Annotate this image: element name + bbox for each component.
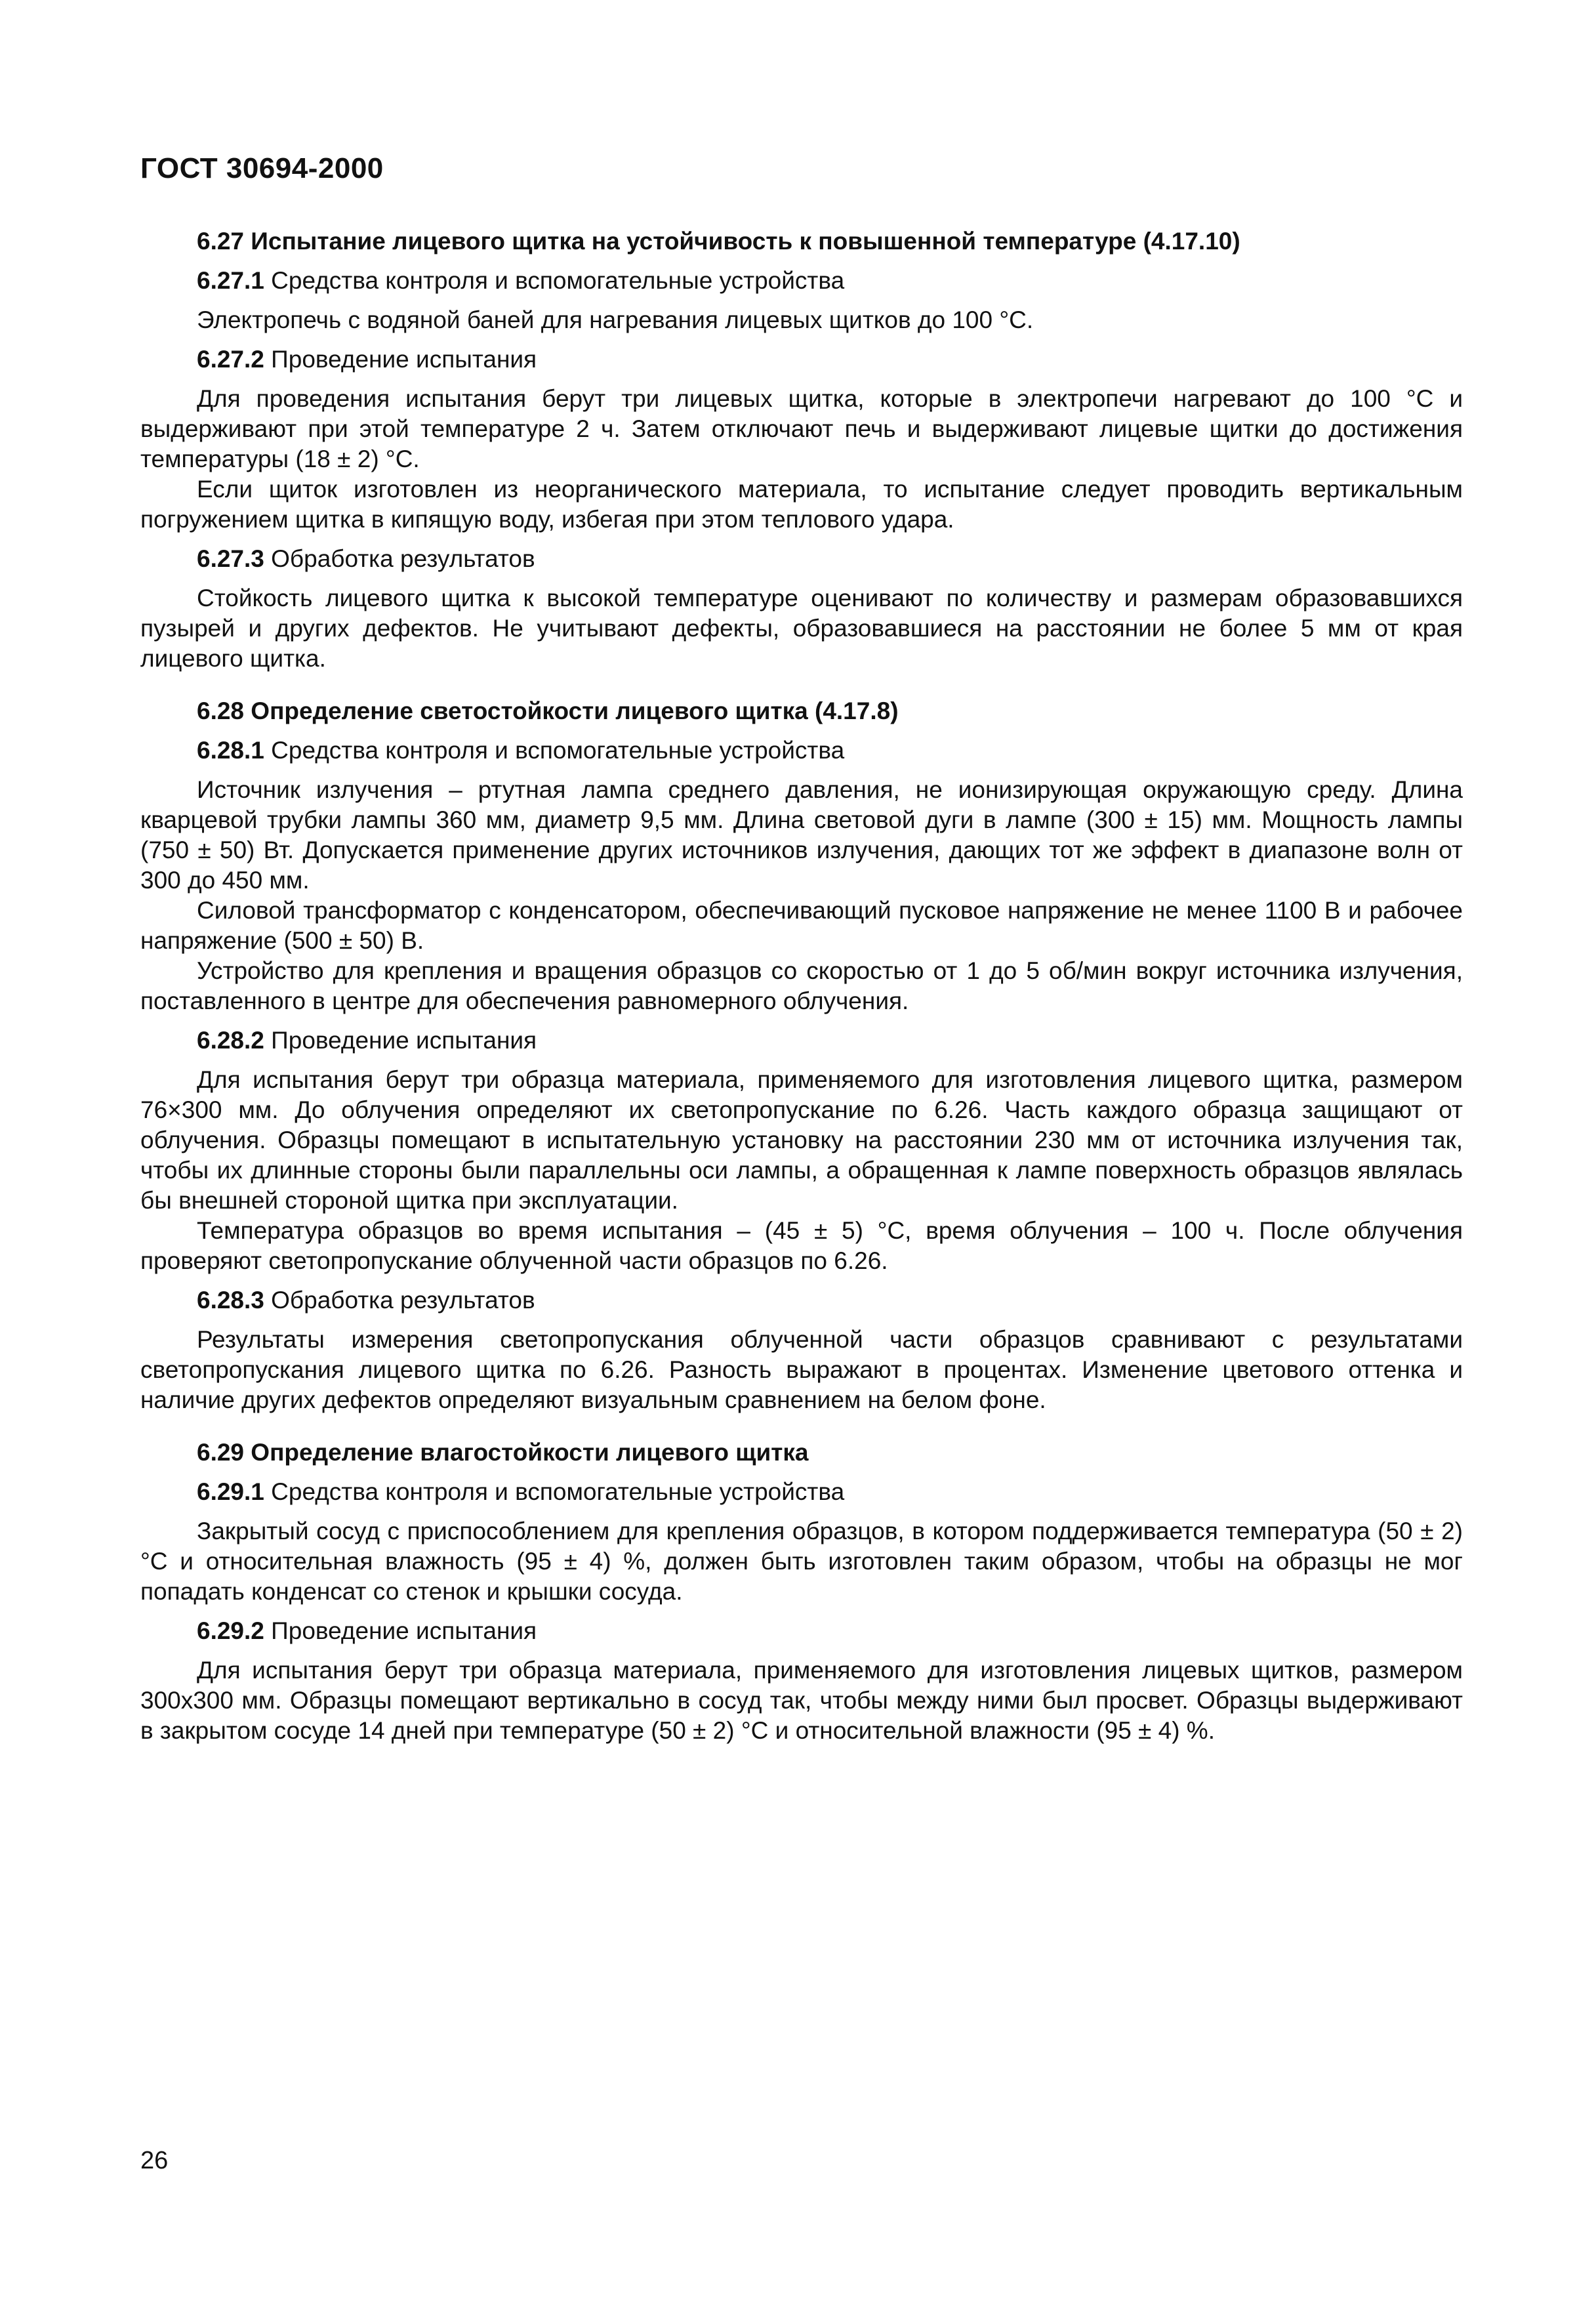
- subsection-heading: [197, 344, 1463, 375]
- document-body: [140, 226, 1463, 1755]
- section-6-29: [140, 1438, 1463, 1746]
- paragraph: Если щиток изготовлен из неорганического материала, то испытание следует проводить вертикальным погружением щитка в кипящую воду, избегая при этом теплового удара.: [140, 476, 1463, 533]
- subsection-heading: [197, 736, 1463, 766]
- subsection-title: Проведение испытания: [271, 346, 537, 373]
- subsection-title: Проведение испытания: [271, 1617, 537, 1644]
- subsection-number: 6.29.1: [197, 1478, 264, 1505]
- paragraph: Закрытый сосуд с приспособлением для крепления образцов, в котором поддерживается температура (50 ± 2) °С и относительная влажность (95 ± 4) %, должен быть изготовлен таким образом, чтобы на образцы не мог попадать конденсат со стенок и крышки сосуда.: [140, 1518, 1463, 1605]
- page-number: 26: [140, 2147, 169, 2174]
- paragraph: Стойкость лицевого щитка к высокой температуре оценивают по количеству и размерам образовавшихся пузырей и других дефектов. Не учитывают дефекты, образовавшиеся на расстоянии не более 5 мм от края лицевого щитка.: [140, 585, 1463, 672]
- subsection-heading: [197, 1616, 1463, 1646]
- subsection-number: 6.28.1: [197, 737, 264, 764]
- paragraph: Температура образцов во время испытания – (45 ± 5) °С, время облучения – 100 ч. После облучения проверяют светопропускание облученной части образцов по 6.26.: [140, 1217, 1463, 1274]
- subsection-number: 6.29.2: [197, 1617, 264, 1644]
- paragraph: Устройство для крепления и вращения образцов со скоростью от 1 до 5 об/мин вокруг источника излучения, поставленного в центре для обеспечения равномерного облучения.: [140, 957, 1463, 1014]
- section-6-28: [140, 696, 1463, 1415]
- subsection-title: Средства контроля и вспомогательные устройства: [271, 737, 845, 764]
- subsection-number: 6.27.1: [197, 267, 264, 294]
- subsection-title: Обработка результатов: [271, 545, 535, 572]
- section-title: 6.29 Определение влагостойкости лицевого щитка: [197, 1439, 809, 1466]
- subsection-number: 6.28.3: [197, 1287, 264, 1314]
- subsection-number: 6.27.2: [197, 346, 264, 373]
- paragraph: Электропечь с водяной баней для нагревания лицевых щитков до 100 °С.: [197, 306, 1034, 333]
- section-title: 6.27 Испытание лицевого щитка на устойчивость к повышенной температуре (4.17.10): [197, 228, 1240, 255]
- paragraph: Для проведения испытания берут три лицевых щитка, которые в электропечи нагревают до 100 °С и выдерживают при этой температуре 2 ч. Затем отключают печь и выдерживают лицевые щитки до достижения температуры (18 ± 2) °С.: [140, 385, 1463, 472]
- paragraph: Для испытания берут три образца материала, применяемого для изготовления лицевого щитка, размером 76×300 мм. До облучения определяют их светопропускание по 6.26. Часть каждого образца защищают от облучения. Образцы помещают в испытательную установку на расстоянии 230 мм от источника излучения так, чтобы их длинные стороны были параллельны оси лампы, а обращенная к лампе поверхность образцов являлась бы внешней стороной щитка при эксплуатации.: [140, 1066, 1463, 1214]
- section-title: 6.28 Определение светостойкости лицевого щитка (4.17.8): [197, 697, 899, 724]
- subsection-heading: [197, 544, 1463, 574]
- subsection-title: Средства контроля и вспомогательные устройства: [271, 1478, 845, 1505]
- paragraph: Источник излучения – ртутная лампа среднего давления, не ионизирующая окружающую среду. Длина кварцевой трубки лампы 360 мм, диаметр 9,5 мм. Длина световой дуги в лампе (300 ± 15) мм. Мощность лампы (750 ± 50) Вт. Допускается применение других источников излучения, дающих тот же эффект в диапазоне волн от 300 до 450 мм.: [140, 776, 1463, 894]
- subsection-heading: [197, 1026, 1463, 1056]
- subsection-heading: [197, 1285, 1463, 1316]
- paragraph: Результаты измерения светопропускания облученной части образцов сравнивают с результатами светопропускания лицевого щитка по 6.26. Разность выражают в процентах. Изменение цветового оттенка и наличие других дефектов определяют визуальным сравнением на белом фоне.: [140, 1326, 1463, 1413]
- document-code-header: ГОСТ 30694-2000: [140, 152, 384, 184]
- subsection-number: 6.28.2: [197, 1027, 264, 1054]
- subsection-heading: [197, 266, 1463, 296]
- paragraph: Для испытания берут три образца материала, применяемого для изготовления лицевых щитков, размером 300х300 мм. Образцы помещают вертикально в сосуд так, чтобы между ними был просвет. Образцы выдерживают в закрытом сосуде 14 дней при температуре (50 ± 2) °С и относительной влажности (95 ± 4) %.: [140, 1657, 1463, 1744]
- subsection-heading: [197, 1477, 1463, 1507]
- subsection-number: 6.27.3: [197, 545, 264, 572]
- paragraph: Силовой трансформатор с конденсатором, обеспечивающий пусковое напряжение не менее 1100 В и рабочее напряжение (500 ± 50) В.: [140, 897, 1463, 954]
- subsection-title: Средства контроля и вспомогательные устройства: [271, 267, 845, 294]
- subsection-title: Проведение испытания: [271, 1027, 537, 1054]
- subsection-title: Обработка результатов: [271, 1287, 535, 1314]
- section-6-27: [140, 226, 1463, 674]
